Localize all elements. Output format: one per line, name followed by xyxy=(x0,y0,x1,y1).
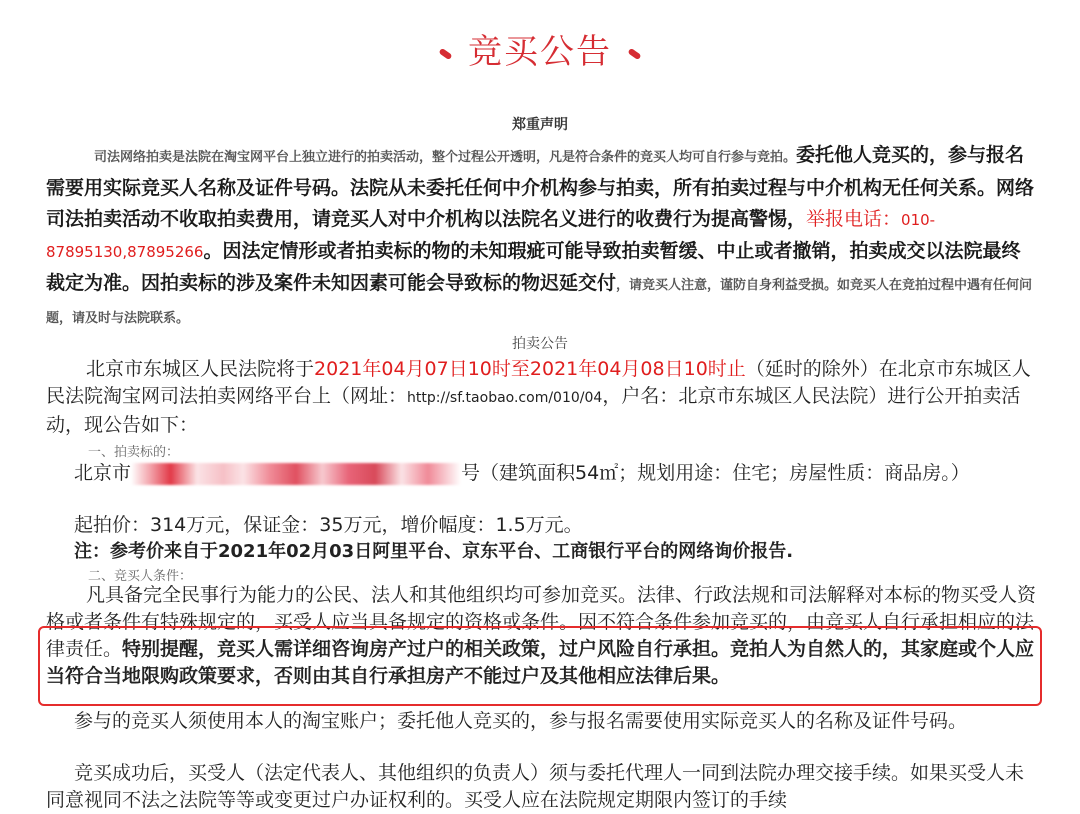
auction-intro-text-b: （延时的除外）在北京市东城区人民法院淘宝网司法拍卖网络平台上（网址： xyxy=(46,358,1031,407)
auction-intro-text-c: ，户名：北京市东城区人民法院）进行公开拍卖活动，现公告如下： xyxy=(46,385,1021,436)
notice-heading: 郑重声明 xyxy=(512,117,568,133)
section-1-label: 一、拍卖标的： xyxy=(88,445,180,460)
auction-intro-text-a: 北京市东城区人民法院将于 xyxy=(86,358,315,380)
bidder-conditions-text: 凡具备完全民事行为能力的公民、法人和其他组织均可参加竞买。法律、行政法规和司法解释对本标的物买受人资格或者条件有特殊规定的，买受人应当具备规定的资格或条件。因不符合条件参加竞买的，由竞买人自行承担相应的法律责任。 xyxy=(46,584,1037,660)
notice-intro: 司法网络拍卖是法院在淘宝网平台上独立进行的拍卖活动，整个过程公开透明，凡是符合条件的竞买人均可自行参与竞拍。 xyxy=(94,150,797,165)
notice-paragraph xyxy=(46,140,1036,334)
report-label: 举报电话： xyxy=(806,208,902,230)
account-paragraph: 参与的竞买人须使用本人的淘宝账户；委托他人竞买的，参与报名需要使用实际竞买人的名称及证件号码。 xyxy=(74,710,968,732)
item-suffix: 号（建筑面积54㎡；规划用途：住宅；房屋性质：商品房。） xyxy=(461,462,970,484)
notice-bold-2: 。因法定情形或者拍卖标的物的未知瑕疵可能导致拍卖暂缓、中止或者撤销，拍卖成交以法院最终裁定为准。因拍卖标的涉及案件未知因素可能会导致标的物迟延交付 xyxy=(46,240,1021,294)
report-phone: 010-87895130,87895266 xyxy=(46,211,936,261)
title-left-ornament-icon xyxy=(438,47,452,59)
handover-paragraph: 竞买成功后，买受人（法定代表人、其他组织的负责人）须与委托代理人一同到法院办理交接手续。如果买受人未同意视同不法之法院等等或变更过户办证权利的。买受人应在法院规定期限内签订的手续 xyxy=(46,762,1025,811)
auction-item xyxy=(46,460,1036,487)
section-2-label: 二、竞买人条件： xyxy=(88,569,193,584)
notice-bold-head: 委托他人 xyxy=(796,144,873,166)
starting-price: 起拍价：314万元，保证金：35万元，增价幅度：1.5万元。 xyxy=(74,514,583,536)
notice-tail: ，请竞买人注意，谨防自身利益受损。如竞买人在竞拍过程中遇有任何问题，请及时与法院联系。 xyxy=(46,278,1033,326)
reference-note: 注：参考价来自于2021年02月03日阿里平台、京东平台、工商银行平台的网络询价报告. xyxy=(74,541,794,562)
redacted-address xyxy=(131,463,461,485)
auction-heading: 拍卖公告 xyxy=(512,336,568,352)
page-title: 竞买公告 xyxy=(0,24,1080,73)
special-reminder: 特别提醒，竞买人需详细咨询房产过户的相关政策，过户风险自行承担。竞拍人为自然人的，其家庭或个人应当符合当地限购政策要求，否则由其自行承担房产不能过户及其他相应法律后果。 xyxy=(46,638,1035,687)
notice-bold-rest: 竞买的，参与报名需要用实际竞买人名称及证件号码。法院从未委托任何中介机构参与拍卖，所有拍卖过程与中介机构无任何关系。网络司法拍卖活动不收取拍卖费用，请竞买人对中介机构以法院名义进行的收费行为提高警惕， xyxy=(46,144,1035,230)
highlight-frame xyxy=(38,626,1042,706)
auction-intro xyxy=(46,356,1036,439)
auction-time: 2021年04月07日10时至2021年04月08日10时止 xyxy=(314,358,746,380)
auction-url-link[interactable]: http://sf.taobao.com/010/04 xyxy=(407,390,603,406)
item-prefix: 北京市 xyxy=(74,462,132,484)
title-right-ornament-icon xyxy=(627,47,641,59)
